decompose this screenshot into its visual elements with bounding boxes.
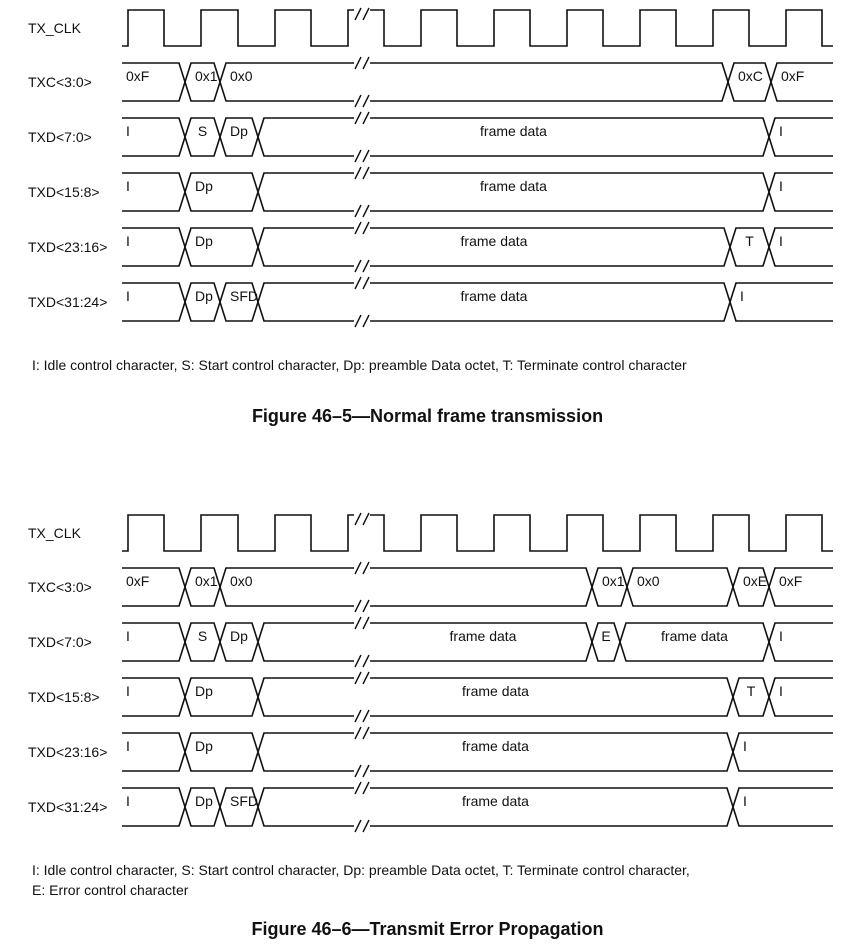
bus-segment — [122, 733, 185, 771]
segment-value: frame data — [449, 628, 517, 644]
break-marker — [354, 315, 370, 327]
segment-value: I — [126, 233, 130, 249]
bus-signal — [28, 623, 833, 661]
signal-label: TXD<23:16> — [28, 239, 108, 255]
bus-segment — [220, 63, 728, 101]
bus-signal — [28, 228, 833, 266]
timing-diagram — [0, 505, 855, 845]
bus-signal — [28, 283, 833, 321]
bus-segment — [730, 283, 833, 321]
bus-signal — [28, 788, 833, 826]
break-marker — [354, 150, 370, 162]
segment-value: I — [126, 683, 130, 699]
signal-label: TXD<31:24> — [28, 294, 108, 310]
signal-label: TXD<7:0> — [28, 129, 92, 145]
break-marker — [354, 765, 370, 777]
bus-segment — [122, 623, 185, 661]
figure-46-5 — [0, 0, 855, 440]
segment-value: Dp — [230, 123, 248, 139]
segment-value: Dp — [195, 178, 213, 194]
bus-segment — [122, 678, 185, 716]
break-marker — [354, 710, 370, 722]
break-marker — [354, 260, 370, 272]
bus-signal — [28, 118, 833, 156]
segment-value: Dp — [195, 288, 213, 304]
segment-value: Dp — [195, 793, 213, 809]
segment-value: 0xC — [738, 68, 763, 84]
break-marker — [354, 513, 370, 525]
segment-value: 0x0 — [230, 573, 253, 589]
legend — [32, 355, 832, 375]
bus-segment — [733, 788, 833, 826]
segment-value: I — [779, 683, 783, 699]
figure-caption: Figure 46–5—Normal frame transmission — [251, 406, 604, 426]
clock-waveform — [122, 515, 833, 551]
segment-value: frame data — [462, 738, 529, 754]
segment-value: frame data — [480, 178, 547, 194]
figure-46-6 — [0, 505, 855, 952]
segment-value: Dp — [230, 628, 248, 644]
signal-label: TXD<15:8> — [28, 184, 100, 200]
legend-line: I: Idle control character, S: Start control character, Dp: preamble Data octet, T: Terminate control character — [32, 357, 687, 373]
bus-signal — [28, 63, 833, 101]
segment-value: frame data — [460, 233, 528, 249]
segment-value: frame data — [462, 683, 529, 699]
signal-label: TX_CLK — [28, 20, 81, 36]
segment-value: Dp — [195, 738, 213, 754]
break-marker — [354, 655, 370, 667]
segment-value: 0x1 — [195, 68, 218, 84]
segment-value: I — [779, 628, 783, 644]
segment-value: 0xF — [126, 68, 150, 84]
segment-value: 0xE — [743, 573, 768, 589]
segment-value: I — [743, 738, 747, 754]
segment-value: frame data — [661, 628, 728, 644]
segment-value: I — [743, 793, 747, 809]
segment-value: I — [126, 288, 130, 304]
segment-value: I — [126, 628, 130, 644]
bus-segment — [122, 228, 185, 266]
segment-value: 0x1 — [195, 573, 218, 589]
bus-segment — [122, 283, 185, 321]
segment-value: 0xF — [126, 573, 150, 589]
bus-segment — [258, 623, 592, 661]
break-marker — [354, 57, 370, 69]
bus-segment — [220, 568, 592, 606]
bus-signal — [28, 173, 833, 211]
segment-value: I — [126, 178, 130, 194]
segment-value: I — [779, 123, 783, 139]
break-marker — [354, 277, 370, 289]
break-marker — [354, 112, 370, 124]
segment-value: I — [779, 233, 783, 249]
signal-label: TXC<3:0> — [28, 74, 92, 90]
break-marker — [354, 95, 370, 107]
segment-value: I — [126, 123, 130, 139]
segment-value: I — [779, 178, 783, 194]
segment-value: 0x1 — [602, 573, 625, 589]
segment-value: I — [126, 738, 130, 754]
bus-signal — [28, 678, 833, 716]
segment-value: I — [740, 288, 744, 304]
break-marker — [354, 8, 370, 20]
legend-line: E: Error control character — [32, 882, 189, 898]
break-marker — [354, 727, 370, 739]
signal-label: TXD<15:8> — [28, 689, 100, 705]
break-marker — [354, 562, 370, 574]
segment-value: frame data — [462, 793, 529, 809]
segment-value: Dp — [195, 683, 213, 699]
signal-label: TX_CLK — [28, 525, 81, 541]
signal-label: TXC<3:0> — [28, 579, 92, 595]
timing-diagram — [0, 0, 855, 340]
legend — [32, 860, 832, 900]
segment-value: 0xF — [779, 573, 803, 589]
segment-value: 0x0 — [230, 68, 253, 84]
break-marker — [354, 672, 370, 684]
segment-value: T — [746, 683, 756, 699]
legend-line: I: Idle control character, S: Start control character, Dp: preamble Data octet, T: Terminate control character, — [32, 862, 690, 878]
bus-signal — [28, 568, 833, 606]
segment-value: S — [197, 123, 208, 139]
bus-signal — [28, 733, 833, 771]
bus-segment — [733, 733, 833, 771]
break-marker — [354, 600, 370, 612]
bus-segment — [122, 118, 185, 156]
break-marker — [354, 222, 370, 234]
segment-value: frame data — [460, 288, 528, 304]
figure-caption: Figure 46–6—Transmit Error Propagation — [251, 919, 604, 939]
segment-value: SFD — [230, 793, 258, 809]
segment-value: T — [745, 233, 754, 249]
segment-value: Dp — [195, 233, 213, 249]
segment-value: 0x0 — [637, 573, 660, 589]
bus-segment — [122, 788, 185, 826]
signal-label: TXD<31:24> — [28, 799, 108, 815]
bus-segment — [122, 173, 185, 211]
segment-value: frame data — [480, 123, 547, 139]
segment-value: SFD — [230, 288, 258, 304]
break-marker — [354, 782, 370, 794]
break-marker — [354, 205, 370, 217]
break-marker — [354, 820, 370, 832]
signal-label: TXD<7:0> — [28, 634, 92, 650]
break-marker — [354, 617, 370, 629]
segment-value: I — [126, 793, 130, 809]
segment-value: S — [197, 628, 208, 644]
break-marker — [354, 167, 370, 179]
signal-label: TXD<23:16> — [28, 744, 108, 760]
clock-waveform — [122, 10, 833, 46]
segment-value: E — [601, 628, 611, 644]
segment-value: 0xF — [781, 68, 805, 84]
